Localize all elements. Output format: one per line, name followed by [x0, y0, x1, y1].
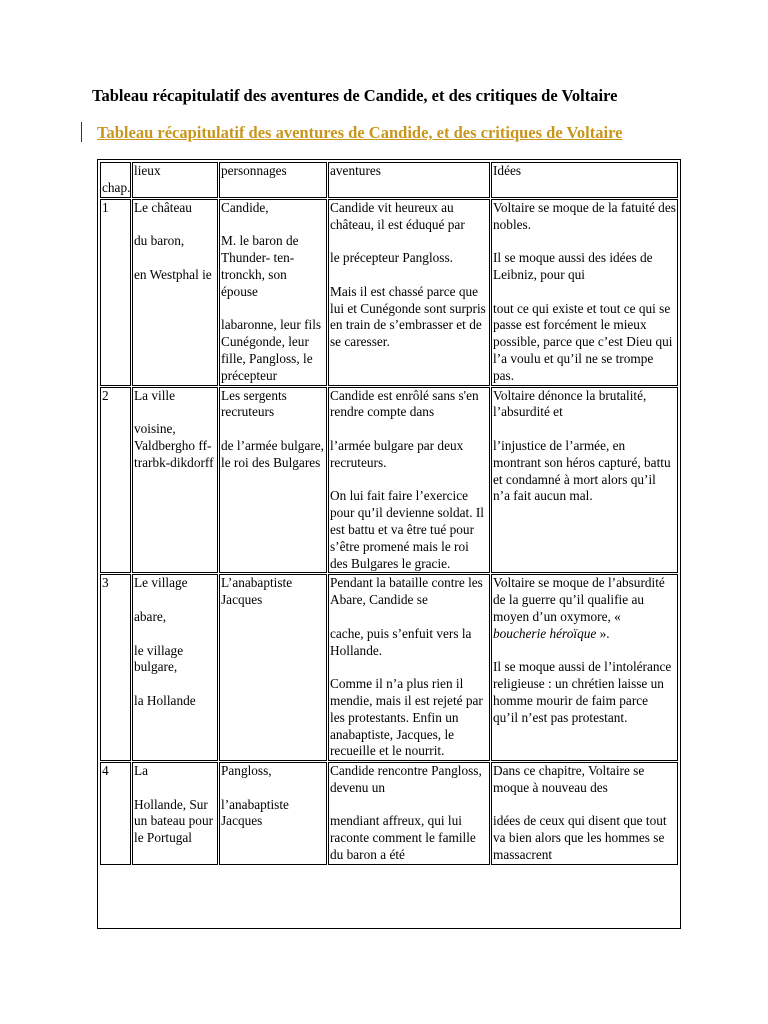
summary-table [97, 159, 681, 929]
cell-lieux: Le village abare, le village bulgare, la Hollande [132, 574, 218, 761]
cell-idees: Dans ce chapitre, Voltaire se moque à nouveau des idées de ceux qui disent que tout va bien alors que les hommes se massacrent [491, 762, 678, 865]
cell-lieux: La Hollande, Sur un bateau pour le Portugal [132, 762, 218, 865]
cell-idees: Voltaire se moque de l’absurdité de la guerre qu’il qualifie au moyen d’un oxymore, « boucherie héroïque ». Il se moque aussi de l’intolérance religieuse : un chrétien laisse un homme mourir de faim parce qu’il n’est pas protestant. [491, 574, 678, 761]
table-row [100, 199, 678, 386]
cell-idees: Voltaire se moque de la fatuité des nobles. Il se moque aussi des idées de Leibniz, pour qui tout ce qui existe et tout ce qui se passe est forcément le mieux possible, parce que c’est Dieu qui l’a voulu et qu’il ne se trompe pas. [491, 199, 678, 386]
cell-lieux: Le château du baron, en Westphal ie [132, 199, 218, 386]
cell-personnages: Les sergents recruteurs de l’armée bulgare, le roi des Bulgares [219, 387, 327, 574]
cell-aventures: Candide rencontre Pangloss, devenu un mendiant affreux, qui lui raconte comment le famille du baron a été [328, 762, 490, 865]
document-subtitle-link[interactable]: Tableau récapitulatif des aventures de Candide, et des critiques de Voltaire [97, 123, 623, 142]
cell-chap: 1 [100, 199, 131, 386]
header-personnages: personnages [219, 162, 327, 198]
document-title: Tableau récapitulatif des aventures de Candide, et des critiques de Voltaire [92, 86, 618, 105]
header-aventures: aventures [328, 162, 490, 198]
cell-idees: Voltaire dénonce la brutalité, l’absurdité et l’injustice de l’armée, en montrant son héros capturé, battu et condamné à mort alors qu’il n’a fait aucun mal. [491, 387, 678, 574]
cell-aventures: Pendant la bataille contre les Abare, Candide se cache, puis s’enfuit vers la Hollande. Comme il n’a plus rien il mendie, mais il est rejeté par les protestants. Enfin un anabaptiste, Jacques, le recueille et le nourrit. [328, 574, 490, 761]
cell-lieux: La ville voisine, Valdbergho ff-trarbk-dikdorff [132, 387, 218, 574]
table-header-row [100, 162, 678, 198]
cell-chap: 2 [100, 387, 131, 574]
cell-personnages: Pangloss, l’anabaptiste Jacques [219, 762, 327, 865]
header-chap: chap. [100, 162, 131, 198]
cell-aventures: Candide est enrôlé sans s'en rendre compte dans l’armée bulgare par deux recruteurs. On lui fait faire l’exercice pour qu’il devienne soldat. Il est battu et va être tué pour s’être promené mais le roi des Bulgares le gracie. [328, 387, 490, 574]
header-lieux: lieux [132, 162, 218, 198]
table-row [100, 762, 678, 865]
cell-personnages: L’anabaptiste Jacques [219, 574, 327, 761]
cell-chap: 3 [100, 574, 131, 761]
cell-personnages: Candide, M. le baron de Thunder- ten-tronckh, son épouse labaronne, leur fils Cunégonde, leur fille, Pangloss, le précepteur [219, 199, 327, 386]
table-row [100, 574, 678, 761]
text-cursor-bar [81, 122, 82, 142]
header-idees: Idées [491, 162, 678, 198]
table-row [100, 387, 678, 574]
cell-aventures: Candide vit heureux au château, il est éduqué par le précepteur Pangloss. Mais il est chassé parce que lui et Cunégonde sont surpris en train de s’embrasser et de se caresser. [328, 199, 490, 386]
cell-chap: 4 [100, 762, 131, 865]
